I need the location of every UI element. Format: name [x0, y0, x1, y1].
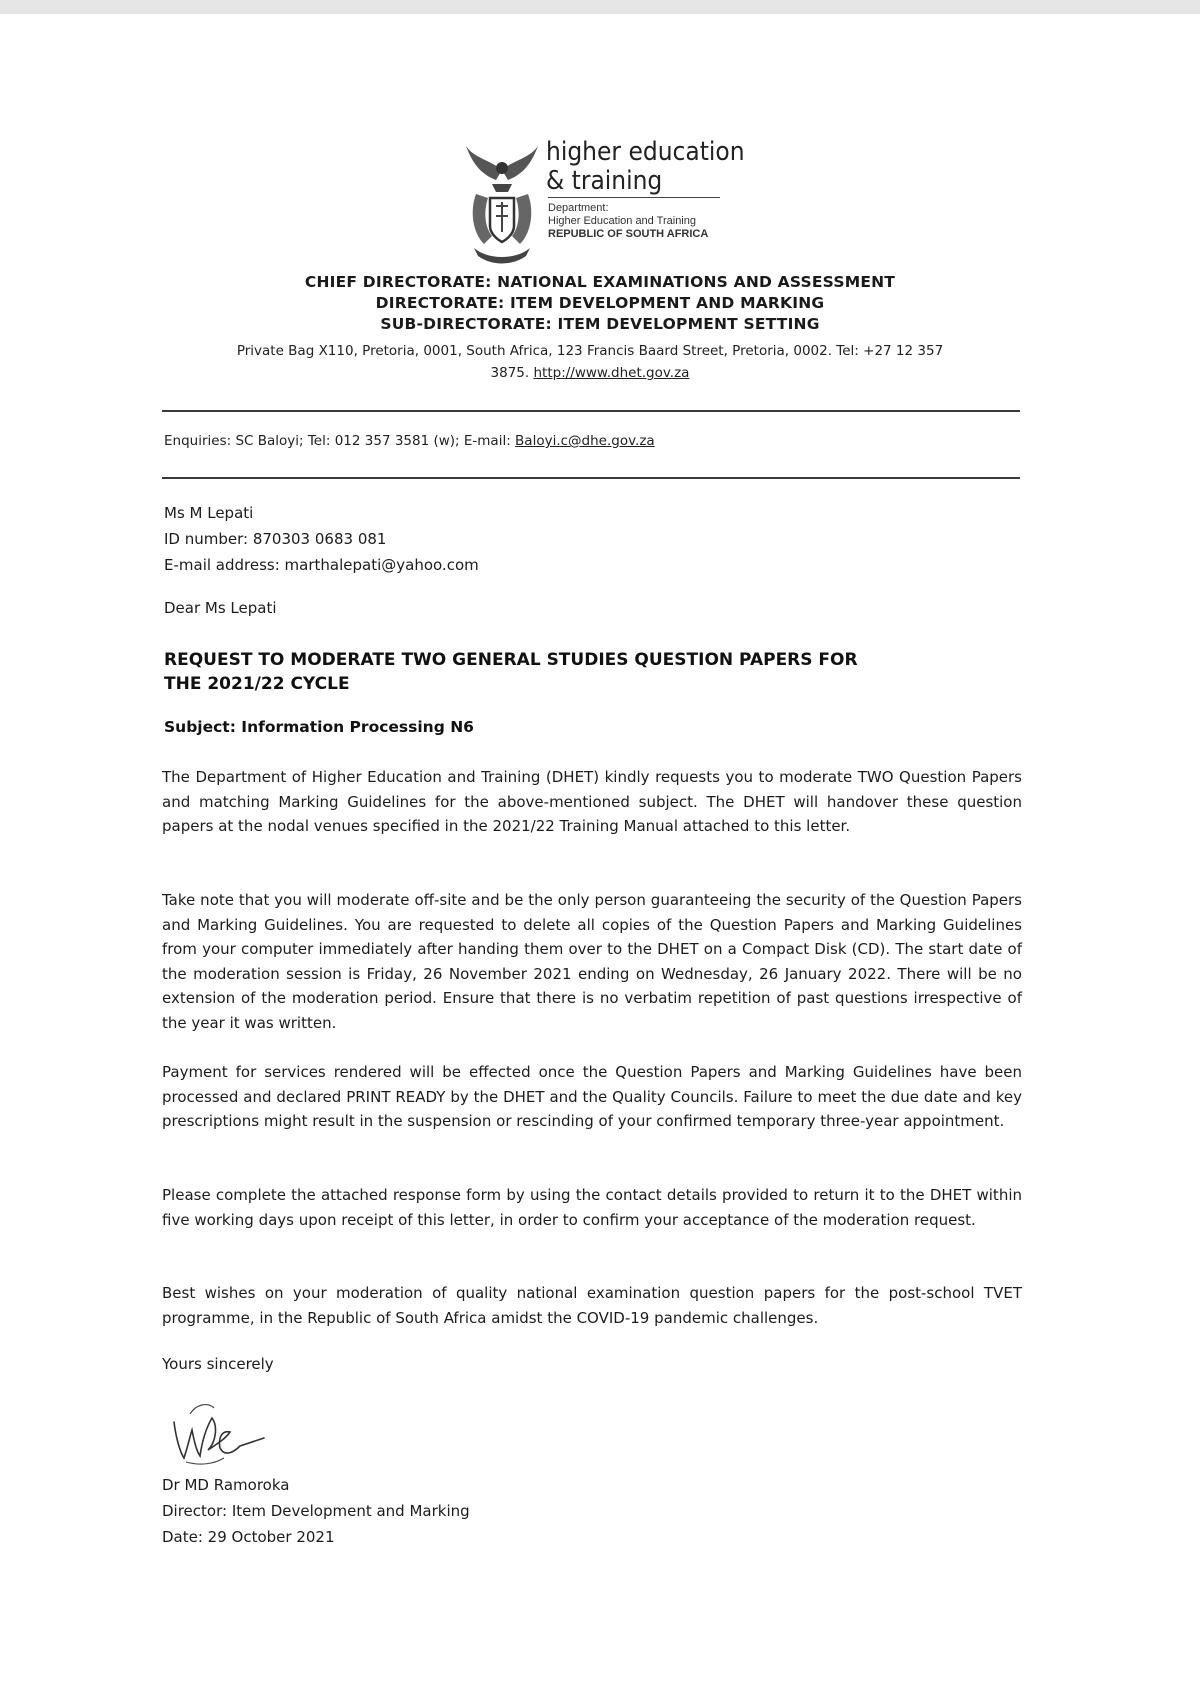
brand-divider — [548, 197, 720, 198]
subject-line: Subject: Information Processing N6 — [164, 718, 474, 736]
department-block — [548, 202, 708, 241]
paragraph-3: Payment for services rendered will be effected once the Question Papers and Marking Guidelines have been processed and declared PRINT READY by the DHET and the Quality Councils. Failure to meet the due date and key prescriptions might result in the suspension or rescinding of your confirmed temporary three-year appointment. — [162, 1063, 1022, 1130]
heading-line-1: REQUEST TO MODERATE TWO GENERAL STUDIES QUESTION PAPERS FOR — [164, 650, 858, 670]
heading-line-2: THE 2021/22 CYCLE — [164, 674, 350, 694]
chief-directorate: CHIEF DIRECTORATE: NATIONAL EXAMINATIONS AND ASSESSMENT — [304, 273, 896, 291]
directorate: DIRECTORATE: ITEM DEVELOPMENT AND MARKING — [375, 294, 825, 312]
paragraph-2: Take note that you will moderate off-site and be the only person guaranteeing the security of the Question Papers and Marking Guidelines. You are requested to delete all copies of the Question Papers and Marking Guidelines from your computer immediately after handing them over to the DHET on a Compact Disk (CD). The start date of the moderation session is Friday, 26 November 2021 ending on Wednesday, 26 January 2022. There will be no extension of the moderation period. Ensure that there is no verbatim repetition of past questions irrespective of the year it was written. — [162, 891, 1022, 1032]
address-block — [160, 340, 1020, 384]
address-line-1: Private Bag X110, Pretoria, 0001, South Africa, 123 Francis Baard Street, Pretoria, 0002. Tel: +27 12 357 — [236, 343, 944, 359]
signatory-title: Director: Item Development and Marking — [162, 1502, 470, 1520]
enquiries-text: Enquiries: SC Baloyi; Tel: 012 357 3581 (w); E-mail: — [164, 433, 516, 449]
enquiries-line — [164, 433, 655, 449]
salutation: Dear Ms Lepati — [164, 599, 277, 617]
department-label: Department: — [548, 202, 609, 214]
department-name: Higher Education and Training — [548, 215, 696, 227]
coat-of-arms-icon — [462, 140, 542, 268]
department-country: REPUBLIC OF SOUTH AFRICA — [548, 228, 709, 240]
directorates-block — [0, 272, 1200, 335]
recipient-name: Ms M Lepati — [164, 504, 254, 522]
address-line-2 — [160, 362, 1020, 384]
paragraph-4: Please complete the attached response form by using the contact details provided to return it to the DHET within five working days upon receipt of this letter, in order to confirm your acceptance of the moderation request. — [162, 1186, 1022, 1229]
scan-edge-strip — [0, 0, 1200, 14]
brand-line-2: & training — [546, 166, 663, 196]
paragraph-5: Best wishes on your moderation of quality national examination question papers for the post-school TVET programme, in the Republic of South Africa amidst the COVID-19 pandemic challenges. — [162, 1284, 1022, 1327]
website-link[interactable]: http://www.dhet.gov.za — [533, 365, 690, 381]
recipient-email: E-mail address: marthalepati@yahoo.com — [164, 556, 479, 574]
closing: Yours sincerely — [162, 1355, 274, 1373]
signatory-block — [162, 1472, 470, 1550]
letter-date: Date: 29 October 2021 — [162, 1528, 335, 1546]
recipient-id: ID number: 870303 0683 081 — [164, 530, 387, 548]
letter-heading — [164, 648, 1014, 696]
signature-icon — [160, 1392, 280, 1472]
enquiries-email-link[interactable]: Baloyi.c@dhe.gov.za — [515, 433, 655, 449]
header-rule-bottom — [162, 477, 1020, 479]
paragraph-1: The Department of Higher Education and Training (DHET) kindly requests you to moderate TWO Question Papers and matching Marking Guidelines for the above-mentioned subject. The DHET will handover these question papers at the nodal venues specified in the 2021/22 Training Manual attached to this letter. — [162, 768, 1022, 835]
signatory-name: Dr MD Ramoroka — [162, 1476, 290, 1494]
sub-directorate: SUB-DIRECTORATE: ITEM DEVELOPMENT SETTING — [380, 315, 820, 333]
header-rule-top — [162, 410, 1020, 412]
brand-wordmark — [546, 138, 745, 196]
address-phone-tail: 3875. — [490, 365, 534, 381]
brand-line-1: higher education — [546, 137, 745, 167]
recipient-block — [164, 500, 479, 578]
